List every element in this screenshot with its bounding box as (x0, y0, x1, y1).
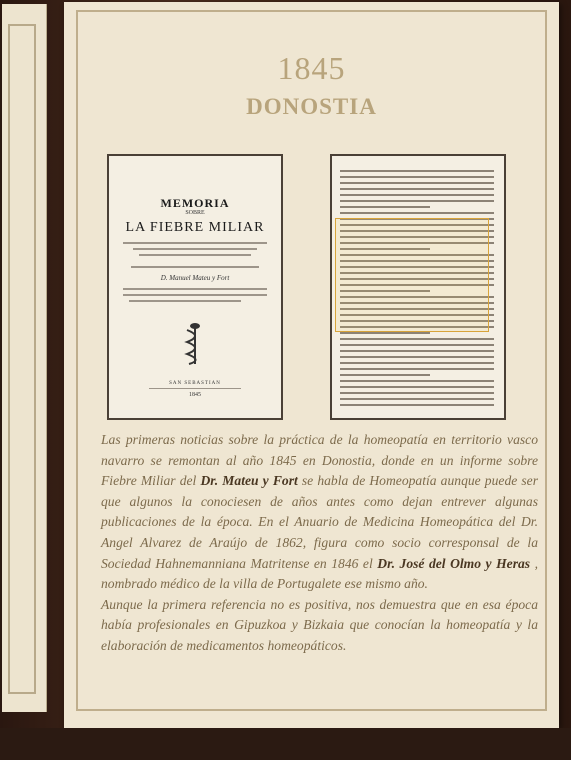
text-page-line (340, 182, 494, 184)
text-page-line (340, 194, 494, 196)
doc-place: SAN SEBASTIAN (169, 381, 221, 386)
doc-title-sobre: SOBRE (185, 210, 205, 216)
text-page-line (340, 200, 494, 202)
adjacent-panel (2, 4, 47, 712)
text-page-line (340, 350, 494, 352)
paragraph-1-part-a: Las primeras noticias sobre la práctica de la homeopatía en territorio vasco navarro se remontan al año 1845 en Donostia, donde en un informe sobre Fiebre Miliar del (101, 432, 538, 489)
text-page-line (340, 332, 430, 334)
fine-print-line (139, 254, 251, 256)
caduceus-emblem (175, 320, 215, 368)
text-page-line (340, 338, 494, 340)
text-page-line (340, 386, 494, 388)
fine-print-line (123, 242, 267, 244)
paragraph-1 (101, 430, 538, 595)
paragraph-2: Aunque la primera referencia no es positiva, nos demuestra que en esa época había profesionales en Gipuzkoa y Bizkaia que conocían la homeopatía y la elaboración de medicamentos homeopáticos. (101, 596, 538, 653)
fine-print-line (149, 388, 241, 389)
paragraph-1-part-b: se habla de Homeopatía aunque puede ser que algunos la conociesen de años antes como dejan entrever algunas publicaciones de la época. En el Anuario de Medicina Homeopática del Dr. Angel Alvarez de Araújo de 1862, figura como socio corresponsal de la Sociedad Hahnemanniana Matritense en 1846 el (101, 473, 538, 571)
poster-year: 1845 (277, 50, 346, 86)
text-page-line (340, 176, 494, 178)
text-page-line (340, 206, 430, 208)
text-page-line (340, 170, 494, 172)
poster-panel (64, 2, 559, 728)
fine-print-line (123, 288, 267, 290)
floor-shadow (0, 728, 571, 760)
text-page-line (340, 356, 494, 358)
text-page-line (340, 212, 494, 214)
text-page-line (340, 188, 494, 190)
text-page-line (340, 398, 494, 400)
text-page-line (340, 380, 494, 382)
memoria-text-page (330, 154, 506, 420)
doc-title-memoria: MEMORIA (160, 196, 230, 210)
text-page-line (340, 392, 494, 394)
poster-city: DONOSTIA (246, 94, 377, 119)
doc-author: D. Manuel Mateu y Fort (160, 274, 230, 282)
text-page-line (340, 374, 430, 376)
text-page-line (340, 404, 494, 406)
fine-print-line (133, 248, 257, 250)
doctor-name-olmo: Dr. José del Olmo y Heras (377, 555, 531, 571)
text-page-line (340, 344, 494, 346)
paragraph-1-part-c: , nombrado médico de la villa de Portugalete ese mismo año. (101, 555, 538, 592)
poster-body-text (101, 430, 538, 657)
fine-print-line (131, 266, 259, 268)
doc-year: 1845 (189, 392, 201, 398)
doctor-name-mateu: Dr. Mateu y Fort (200, 473, 298, 489)
doc-title-fiebre: LA FIEBRE MILIAR (125, 220, 265, 235)
memoria-title-page (107, 154, 283, 420)
text-page-line (340, 362, 494, 364)
adjacent-panel-border (8, 24, 36, 694)
text-page-line (340, 368, 494, 370)
fine-print-line (129, 300, 241, 302)
highlighted-passage (335, 218, 489, 332)
fine-print-line (123, 294, 267, 296)
